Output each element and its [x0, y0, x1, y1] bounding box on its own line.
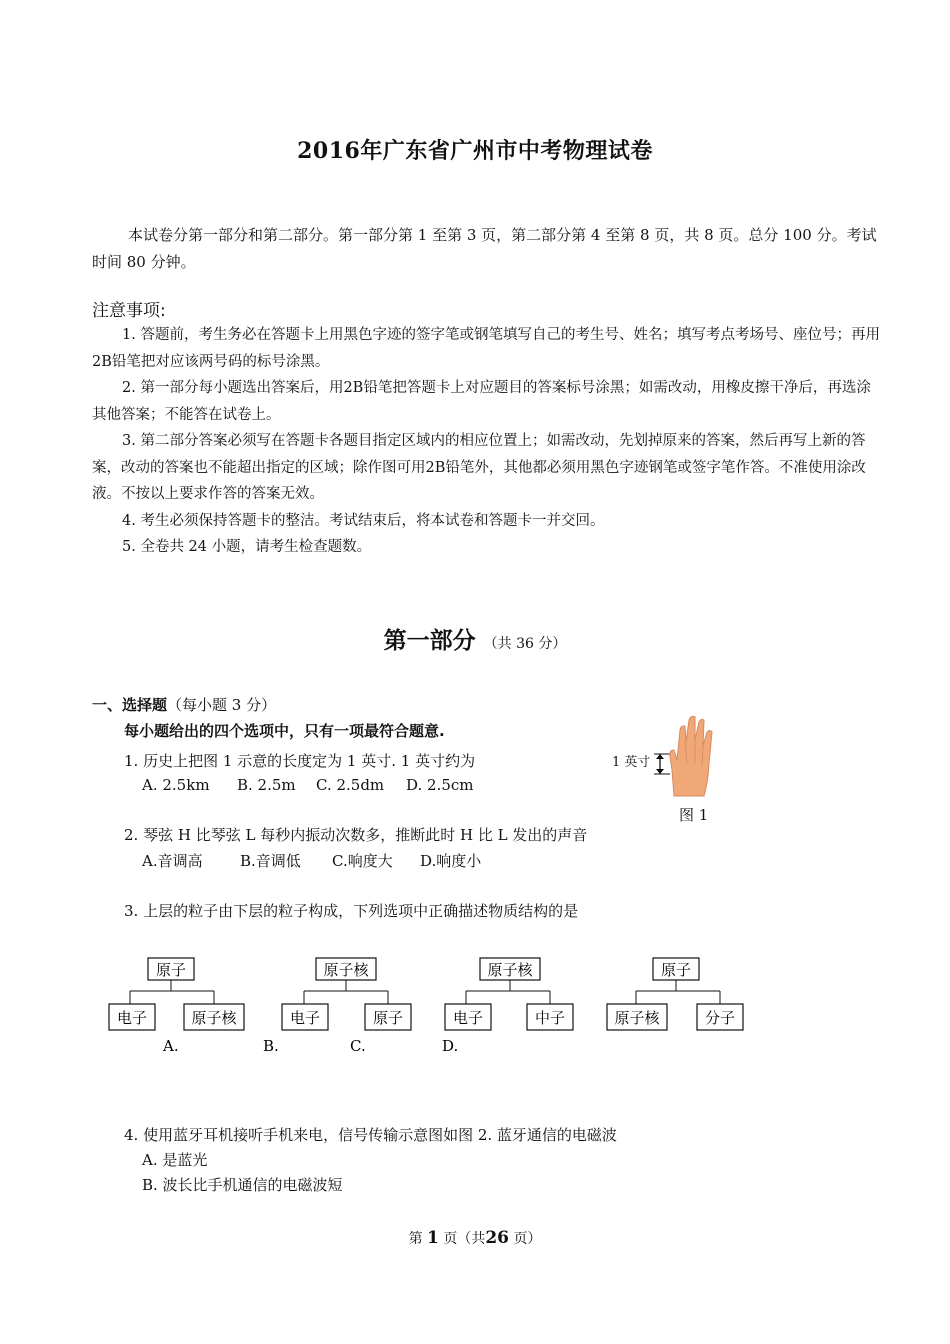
- question-3-option-d: D.: [442, 1037, 459, 1055]
- structure-diagrams: [100, 952, 760, 1062]
- footer-total-pages: 26: [485, 1228, 509, 1248]
- notice-item: 3. 第二部分答案必须写在答题卡各题目指定区域内的相应位置上；如需改动，先划掉原来的答案，然后再写上新的答案，改动的答案也不能超出指定的区域；除作图可用2B铅笔外，其他都必须用黑色字迹钢笔或签字笔作答。不准使用涂改液。不按以上要求作答的答案无效。: [92, 433, 866, 502]
- footer-page-number: 1: [427, 1228, 439, 1248]
- question-4-option-a: A. 是蓝光: [142, 1151, 208, 1169]
- part-heading: [0, 622, 950, 655]
- page-title: 2016年广东省广州市中考物理试卷: [297, 138, 653, 164]
- diagram-c-top: 原子核: [487, 961, 533, 979]
- question-2-stem: 2. 琴弦 H 比琴弦 L 每秒内振动次数多，推断此时 H 比 L 发出的声音: [124, 826, 588, 844]
- page-footer: [0, 1228, 950, 1248]
- question-4-stem: 4. 使用蓝牙耳机接听手机来电，信号传输示意图如图 2. 蓝牙通信的电磁波: [124, 1126, 617, 1144]
- notice-item: 2. 第一部分每小题选出答案后，用2B铅笔把答题卡上对应题目的答案标号涂黑；如需改动，用橡皮擦干净后，再选涂其他答案；不能答在试卷上。: [92, 380, 871, 423]
- footer-mid: 页（共: [443, 1231, 486, 1247]
- figure-1-label: 图 1: [679, 806, 709, 824]
- diagram-a: [109, 958, 244, 1030]
- diagram-a-left: 电子: [116, 1009, 148, 1027]
- question-2-option-a: A.音调高: [142, 852, 203, 870]
- inch-label: 1 英寸: [612, 755, 651, 770]
- section-score: （每小题 3 分）: [167, 696, 277, 714]
- question-1-option-d: D. 2.5cm: [406, 776, 474, 794]
- part-score: （共 36 分）: [483, 636, 567, 652]
- diagram-b-right: 原子: [372, 1009, 404, 1027]
- question-3-stem: 3. 上层的粒子由下层的粒子构成，下列选项中正确描述物质结构的是: [124, 902, 579, 920]
- question-3-option-b: B.: [263, 1037, 279, 1055]
- diagram-b: [282, 958, 411, 1030]
- notice-item: 5. 全卷共 24 小题，请考生检查题数。: [122, 539, 372, 555]
- diagram-b-top: 原子核: [323, 961, 369, 979]
- question-3-option-a: A.: [163, 1037, 179, 1055]
- diagram-d-left: 原子核: [614, 1009, 660, 1027]
- arrow-down-icon: [656, 769, 664, 774]
- diagram-c: [445, 958, 573, 1030]
- diagram-d: [607, 958, 743, 1030]
- footer-suffix: 页）: [513, 1231, 542, 1247]
- diagram-a-top: 原子: [155, 961, 187, 979]
- section-heading: [92, 694, 276, 715]
- diagram-d-right: 分子: [704, 1009, 736, 1027]
- question-1-option-a: A. 2.5km: [142, 776, 210, 794]
- question-1-option-b: B. 2.5m: [237, 776, 296, 794]
- intro-paragraph: 本试卷分第一部分和第二部分。第一部分第 1 至第 3 页，第二部分第 4 至第 8 页，共 8 页。总分 100 分。考试时间 80 分钟。: [92, 226, 877, 271]
- part-title: 第一部分: [383, 628, 476, 654]
- hand-icon: [670, 716, 712, 796]
- notice-item: 1. 答题前，考生务必在答题卡上用黑色字迹的签字笔或钢笔填写自己的考生号、姓名；填写考点考场号、座位号；再用2B铅笔把对应该两号码的标号涂黑。: [92, 327, 880, 370]
- section-instruction: 每小题给出的四个选项中，只有一项最符合题意.: [124, 722, 445, 740]
- question-1-stem: 1. 历史上把图 1 示意的长度定为 1 英寸. 1 英寸约为: [124, 752, 476, 770]
- section-title: 一、选择题: [92, 696, 168, 714]
- footer-prefix: 第: [408, 1231, 423, 1247]
- arrow-up-icon: [656, 754, 664, 759]
- question-2-option-b: B.音调低: [240, 852, 301, 870]
- question-1-option-c: C. 2.5dm: [316, 776, 385, 794]
- diagram-c-left: 电子: [452, 1009, 484, 1027]
- question-3-option-c: C.: [350, 1037, 366, 1055]
- question-2-option-c: C.响度大: [332, 852, 393, 870]
- question-2-option-d: D.响度小: [420, 852, 482, 870]
- hand-figure: [608, 712, 738, 802]
- notice-heading: 注意事项:: [92, 301, 166, 321]
- notice-item: 4. 考生必须保持答题卡的整洁。考试结束后，将本试卷和答题卡一并交回。: [122, 512, 605, 529]
- question-4-option-b: B. 波长比手机通信的电磁波短: [142, 1176, 343, 1194]
- notice-list: [92, 322, 882, 561]
- diagram-b-left: 电子: [289, 1009, 321, 1027]
- diagram-d-top: 原子: [660, 961, 692, 979]
- diagram-c-right: 中子: [534, 1009, 566, 1027]
- diagram-a-right: 原子核: [191, 1009, 237, 1027]
